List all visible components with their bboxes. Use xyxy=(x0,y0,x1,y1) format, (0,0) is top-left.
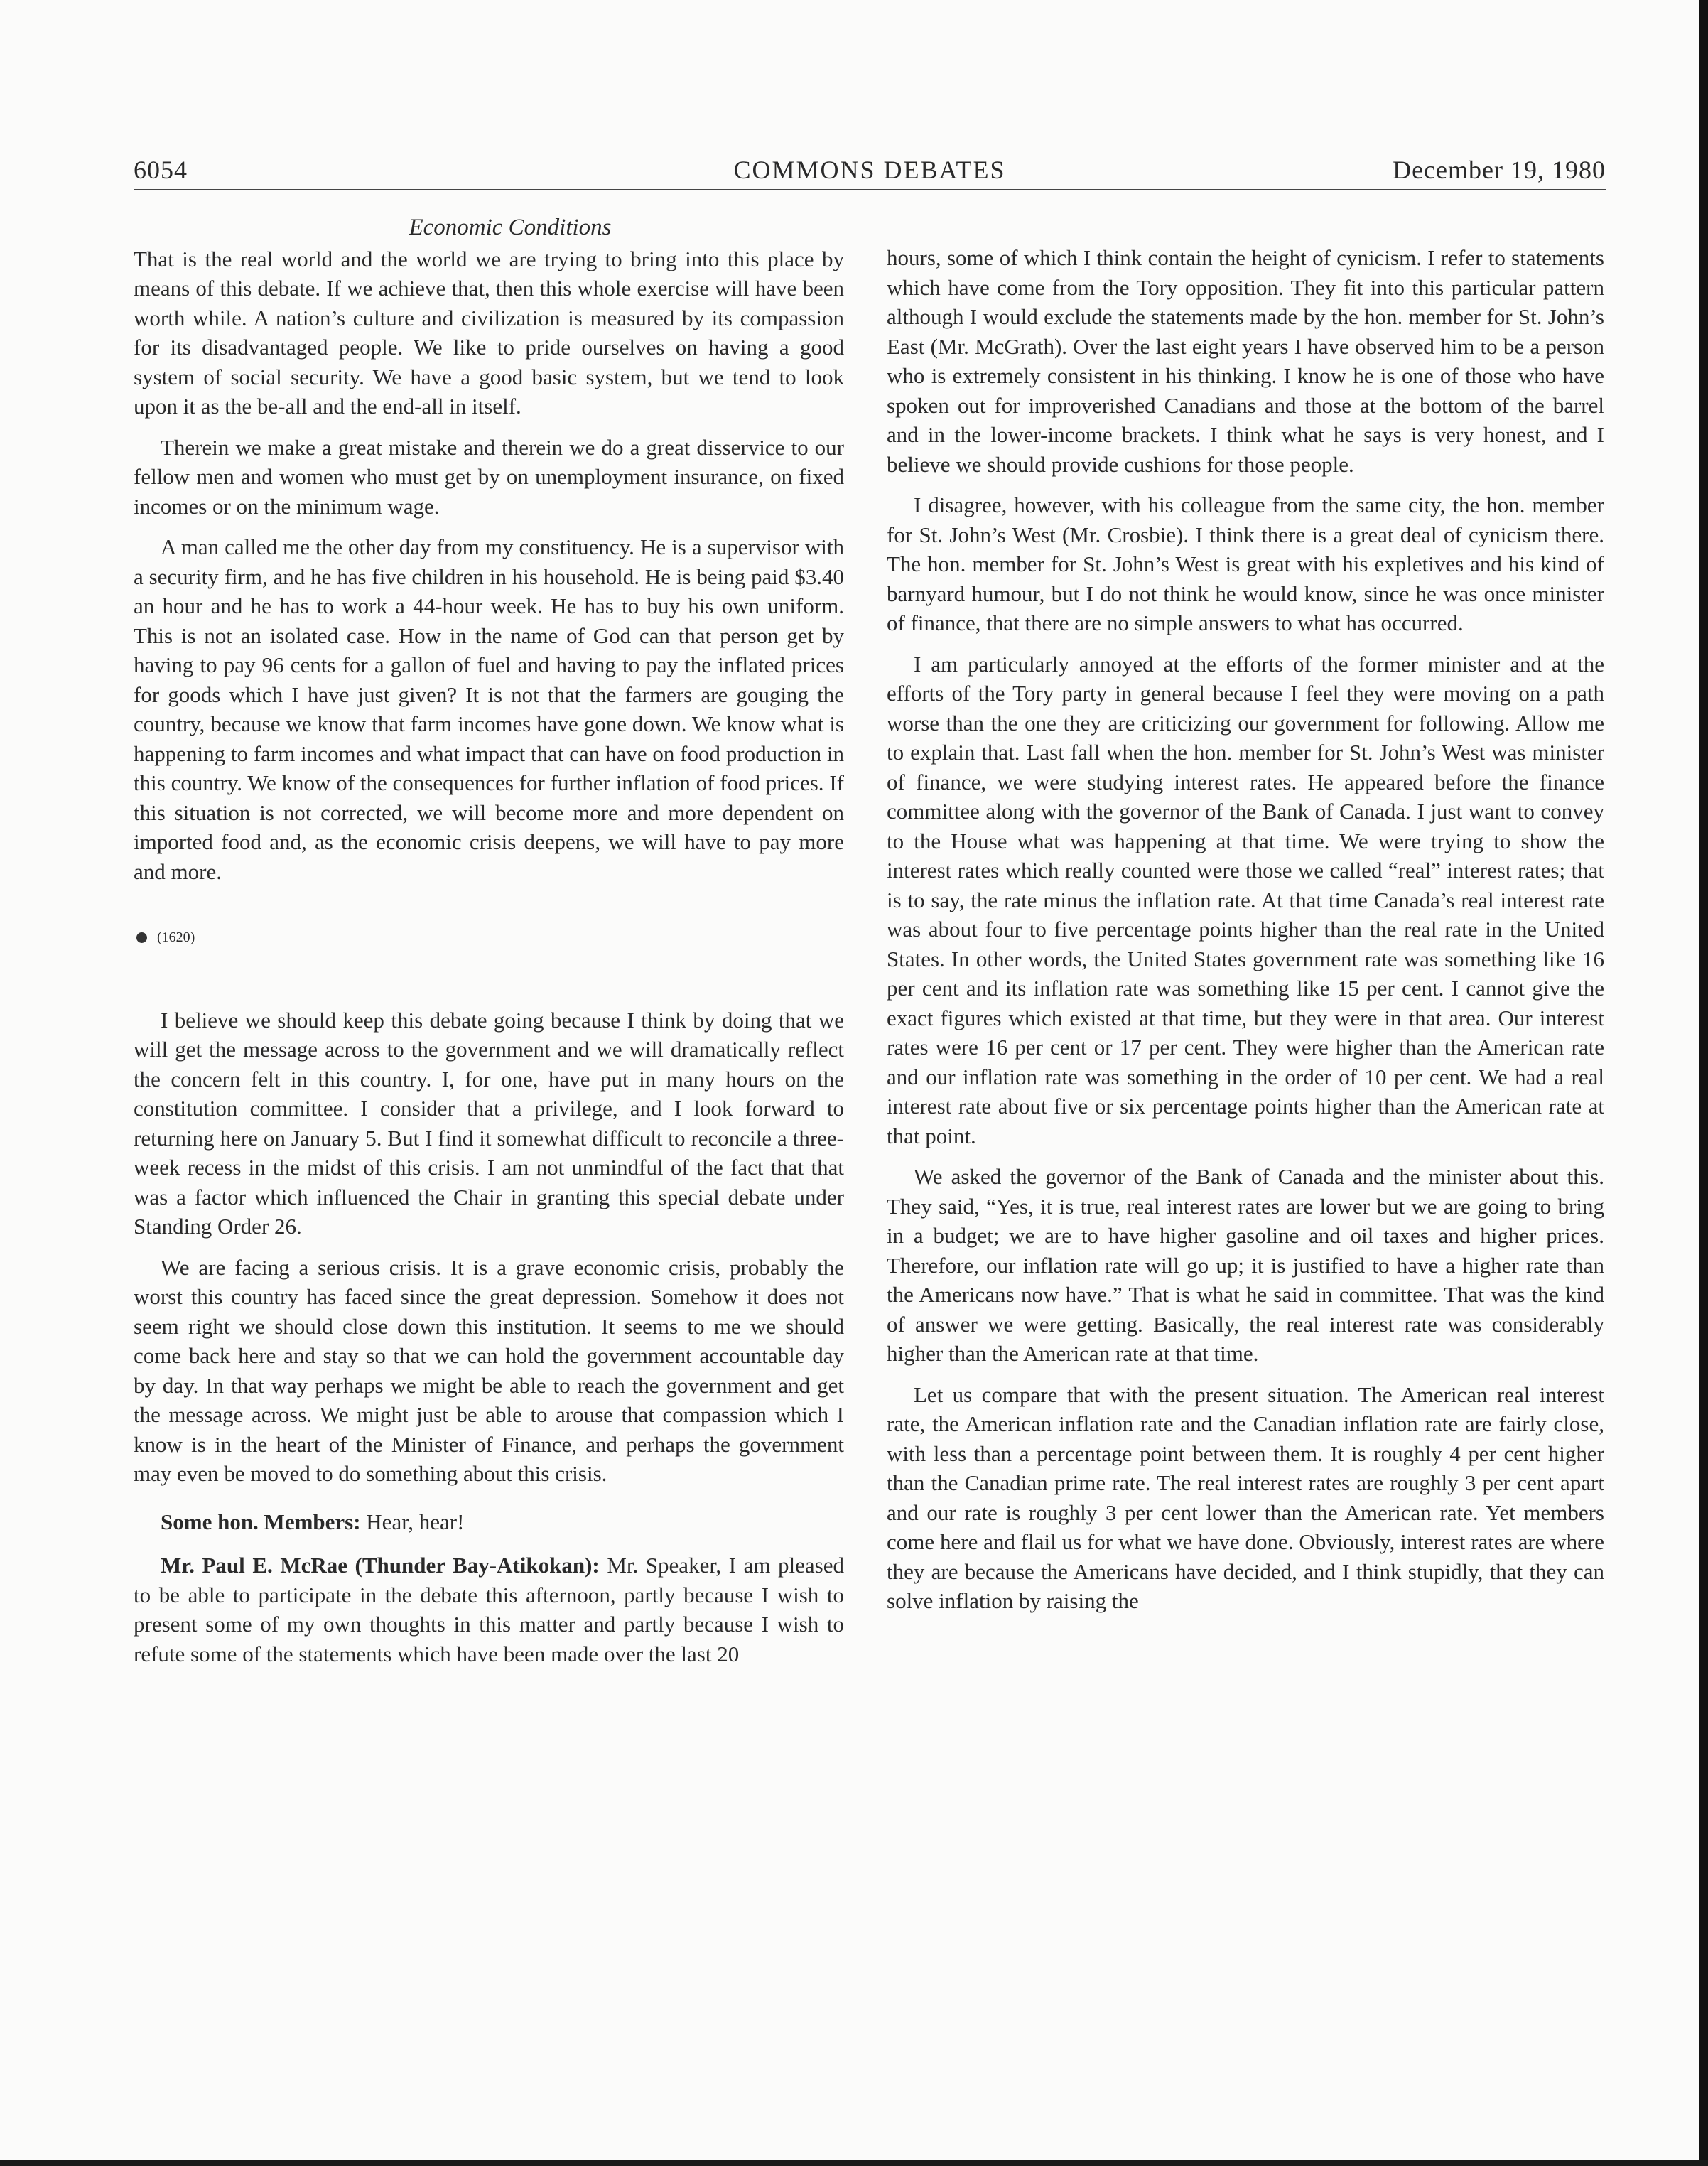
paragraph: Let us compare that with the present situation. The American real interest rate, the American inflation rate and the Canadian inflation rate are fairly close, with less than a percentage point between them. It is roughly 4 per cent higher than the Canadian prime rate. The real interest rates are roughly 3 per cent apart and our rate is roughly 3 per cent lower than the American rate. Yet members come here and flail us for what we have done. Obviously, interest rates are where they are because the Americans have decided, and I think stupidly, that they can solve inflation by raising the xyxy=(887,1381,1604,1613)
left-column xyxy=(134,213,844,1680)
paragraph: Therein we make a great mistake and therein we do a great disservice to our fellow men and women who must get by on unemployment insurance, on fixed incomes or on the minimum wage. xyxy=(134,434,844,519)
page-date: December 19, 1980 xyxy=(1393,156,1606,184)
speech-text: Mr. Speaker, I am pleased to be able to participate in the debate this afternoon, partly because I wish to present some of my own thoughts in this matter and partly because I wish to refute some of the statements which have been made over the last 20 xyxy=(134,1553,844,1666)
paragraph: hours, some of which I think contain the height of cynicism. I refer to statements which have come from the Tory opposition. They fit into this particular pattern although I would exclude the statements made by the hon. member for St. John’s East (Mr. McGrath). Over the last eight years I have observed him to be a person who is extremely consistent in his thinking. I know he is one of those who have spoken out for improverished Canadians and those at the bottom of the barrel and in the lower-income brackets. I think what he says is very honest, and I believe we should provide cushions for those people. xyxy=(887,245,1604,477)
header-rule xyxy=(134,189,1606,190)
time-marker-label: (1620) xyxy=(157,930,195,945)
scan-edge-right xyxy=(1699,0,1708,2166)
paragraph: We asked the governor of the Bank of Canada and the minister about this. They said, “Yes, it is true, real interest rates are lower but we are going to bring in a budget; we are to have higher gasoline and oil taxes and higher prices. Therefore, our inflation rate will go up; it is justified to have a higher rate than the Americans now have.” That is what he said in committee. That was the kind of answer we were getting. Basically, the real interest rate was considerably higher than the American rate at that time. xyxy=(887,1164,1604,1366)
paragraph: I disagree, however, with his colleague from the same city, the hon. member for St. John’s West (Mr. Crosbie). I think there is a great deal of cynicism there. The hon. member for St. John’s West is great with his expletives and his kind of barnyard humour, but I do not think he would know, since he was once minister of finance, that there are no simple answers to what has occurred. xyxy=(887,492,1604,635)
speech-paragraph xyxy=(134,1551,844,1669)
page-number: 6054 xyxy=(134,156,188,184)
page-header xyxy=(134,155,1606,192)
paragraph: A man called me the other day from my constituency. He is a supervisor with a security firm, and he has five children in his household. He is being paid $3.40 an hour and he has to work a 44-hour week. He has to buy his own uniform. This is not an isolated case. How in the name of God can that person get by having to pay 96 cents for a gallon of fuel and having to pay the inflated prices for goods which I have just given? It is not that the farmers are gouging the country, because we know that farm incomes have gone down. We know what is happening to farm incomes and what impact that can have on food production in this country. We know of the consequences for further inflation of food prices. If this situation is not corrected, we will become more and more dependent on imported food and, as the economic crisis deepens, we will have to pay more and more. xyxy=(134,534,844,884)
speaker-name: Mr. Paul E. McRae (Thunder Bay-Atikokan): xyxy=(161,1553,600,1578)
publication-title: COMMONS DEBATES xyxy=(733,156,1006,184)
right-column xyxy=(887,243,1604,1627)
interjection-text: Hear, hear! xyxy=(360,1509,465,1534)
paragraph: We are facing a serious crisis. It is a grave economic crisis, probably the worst this country has faced since the great depression. Somehow it does not seem right we should close down this institution. It seems to me we should come back here and stay so that we can hold the government accountable day by day. In that way perhaps we might be able to reach the government and get the message across. We might just be able to arouse that compassion which I know is in the heart of the Minister of Finance, and perhaps the government may even be moved to do something about this crisis. xyxy=(134,1254,844,1486)
section-title: Economic Conditions xyxy=(409,215,612,240)
scan-edge-bottom xyxy=(0,2160,1708,2166)
paragraph: I believe we should keep this debate going because I think by doing that we will get the message across to the government and we will dramatically reflect the concern felt in this country. I, for one, have put in many hours on the constitution committee. I consider that a privilege, and I look forward to returning here on January 5. But I find it somewhat difficult to reconcile a three-week recess in the midst of this crisis. I am not unmindful of the fact that that was a factor which influenced the Chair in granting this special debate under Standing Order 26. xyxy=(134,1007,844,1239)
paragraph: That is the real world and the world we are trying to bring into this place by means of this debate. If we achieve that, then this whole exercise will have been worth while. A nation’s culture and civilization is measured by its compassion for its disadvantaged people. We like to pride ourselves on having a good system of social security. We have a good basic system, but we tend to look upon it as the be-all and the end-all in itself. xyxy=(134,246,844,419)
time-marker xyxy=(134,923,844,953)
interjection xyxy=(134,1507,844,1537)
bullet-dot-icon xyxy=(136,932,147,943)
speaker-name: Some hon. Members: xyxy=(161,1509,361,1534)
paragraph: I am particularly annoyed at the efforts of the former minister and at the efforts of the Tory party in general because I feel they were moving on a path worse than the one they are criticizing our government for following. Allow me to explain that. Last fall when the hon. member for St. John’s West was minister of finance, we were studying interest rates. He appeared before the finance committee along with the governor of the Bank of Canada. I just want to convey to the House what was happening at that time. We were trying to show the interest rates which really counted were those we called “real” interest rates; that is to say, the rate minus the inflation rate. At that time Canada’s real interest rate was about four to five percentage points higher than the real rate in the United States. In other words, the United States government rate was something like 16 per cent and its inflation rate was something like 15 per cent. I cannot give the exact figures which existed at that time, but they were in that area. Our interest rates were 16 per cent or 17 per cent. They were higher than the American rate and our inflation rate was something in the order of 10 per cent. We had a real interest rate about five or six percentage points higher than the American rate at that point. xyxy=(887,651,1604,1148)
